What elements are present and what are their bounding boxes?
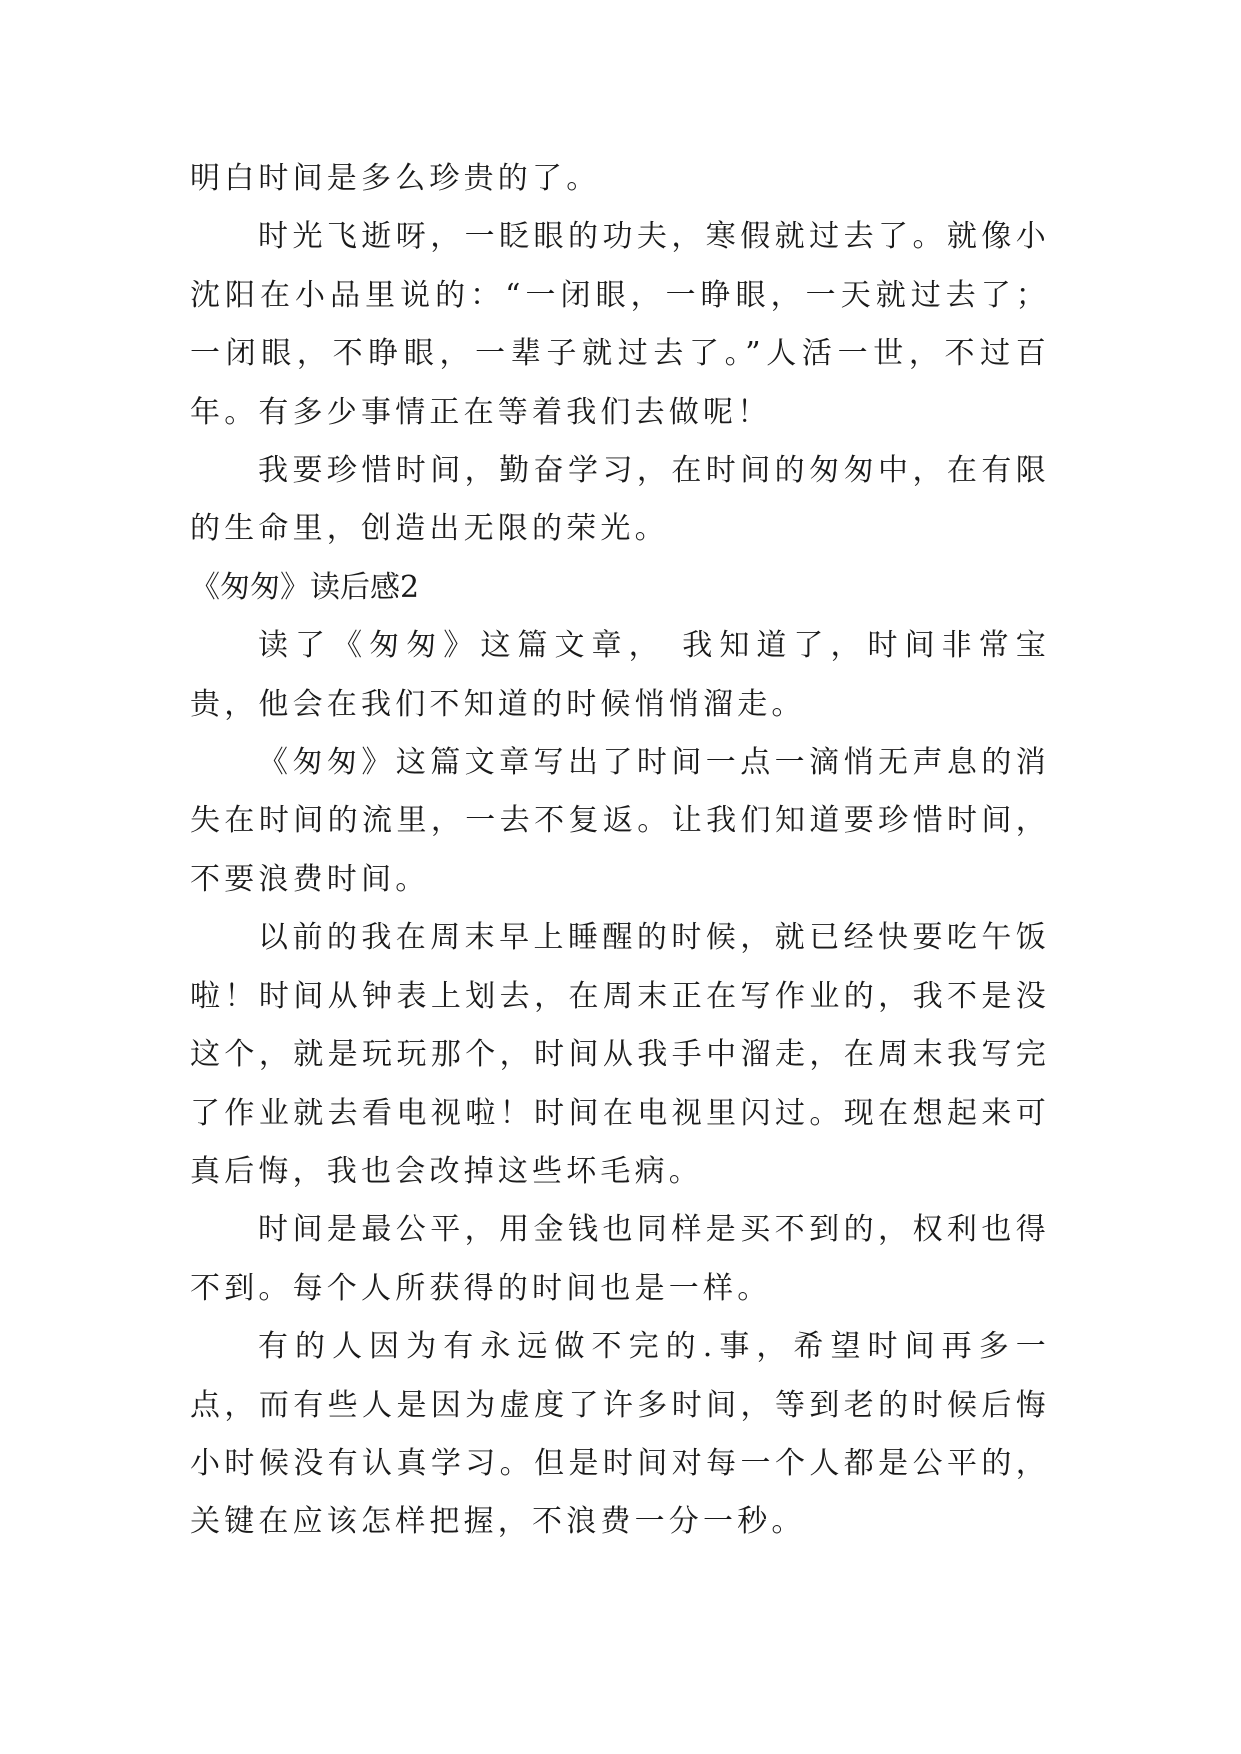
section-heading: 《匆匆》读后感2	[190, 569, 420, 605]
document-body	[190, 150, 1050, 1552]
paragraph: 时光飞逝呀，一眨眼的功夫，寒假就过去了。就像小沈阳在小品里说的：“一闭眼，一睁眼，一天就过去了；一闭眼，不睁眼，一辈子就过去了。”人活一世，不过百年。有多少事情正在等着我们去做呢！	[190, 219, 1050, 430]
paragraph: 明白时间是多么珍贵的了。	[190, 161, 601, 196]
paragraph: 读了《匆匆》这篇文章， 我知道了，时间非常宝贵，他会在我们不知道的时候悄悄溜走。	[190, 628, 1050, 722]
paragraph: 我要珍惜时间，勤奋学习，在时间的匆匆中，在有限的生命里，创造出无限的荣光。	[190, 453, 1050, 547]
paragraph: 有的人因为有永远做不完的.事，希望时间再多一点，而有些人是因为虚度了许多时间，等到老的时候后悔小时候没有认真学习。但是时间对每一个人都是公平的，关键在应该怎样把握，不浪费一分一秒。	[190, 1329, 1050, 1540]
paragraph: 时间是最公平，用金钱也同样是买不到的，权利也得不到。每个人所获得的时间也是一样。	[190, 1212, 1050, 1306]
paragraph: 《匆匆》这篇文章写出了时间一点一滴悄无声息的消失在时间的流里，一去不复返。让我们知道要珍惜时间，不要浪费时间。	[190, 745, 1050, 897]
paragraph: 以前的我在周末早上睡醒的时候，就已经快要吃午饭啦！时间从钟表上划去，在周末正在写作业的，我不是没这个，就是玩玩那个，时间从我手中溜走，在周末我写完了作业就去看电视啦！时间在电视里闪过。现在想起来可真后悔，我也会改掉这些坏毛病。	[190, 920, 1050, 1189]
